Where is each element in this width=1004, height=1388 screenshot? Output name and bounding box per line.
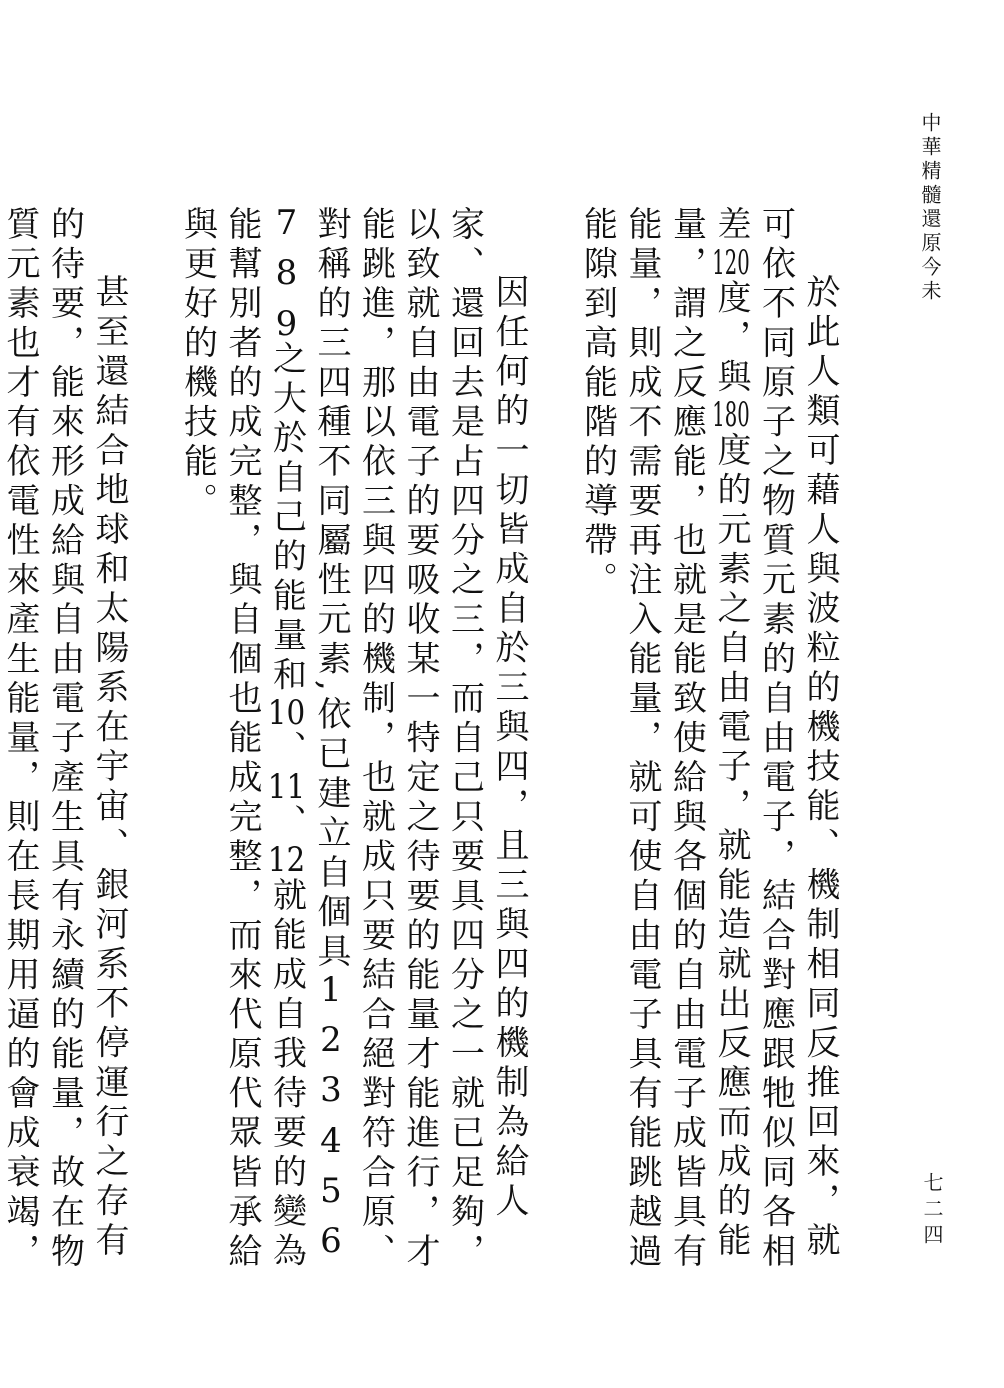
paragraph-2: 因任何的一切皆成自於三與四，且三與四的機制為給人家、還回去是占四分之三，而自己只要具四分之一就已足夠，以致就自由電子的要吸收某一特定之待要的能量才能進行，才能跳進，那以依三與四的機制，也就成只要結合絕對符合原、對稱的三四種不同屬性元素,依已建立自個具1 2 3 4 5 6 7 8 9之大於自己的能量和10、11、12就能成自我待要的變為能幫別者的成完整，與自個也能成完整，而來代原代眾皆承給與更好的機技能。 [177,206,529,1273]
body-text [0,206,842,1286]
page-number: 七二四 [920,1172,944,1250]
running-title: 中華精髓還原今未 [918,112,942,304]
paragraph-1: 於此人類可藉人與波粒的機技能、機制相同反推回來，就可依不同原子之物質元素的自由電子，結合對應跟牠似同各相差120度，與180度的元素之自由電子，就能造就出反應而成的能量，謂之反應能，也就是能致使給與各個的自由電子成皆具有能量，則成不需要再注入能量，就可使自由電子具有能跳越過能隙到高能階的導帶。 [577,206,840,1273]
paragraph-3: 甚至還結合地球和太陽系在宇宙、銀河系不停運行之存有的待要，能來形成給與自由電子產生具有永續的能量，故在物質元素也才有依電性來產生能量，則在長期用逼的會成衰竭， [0,206,129,1273]
